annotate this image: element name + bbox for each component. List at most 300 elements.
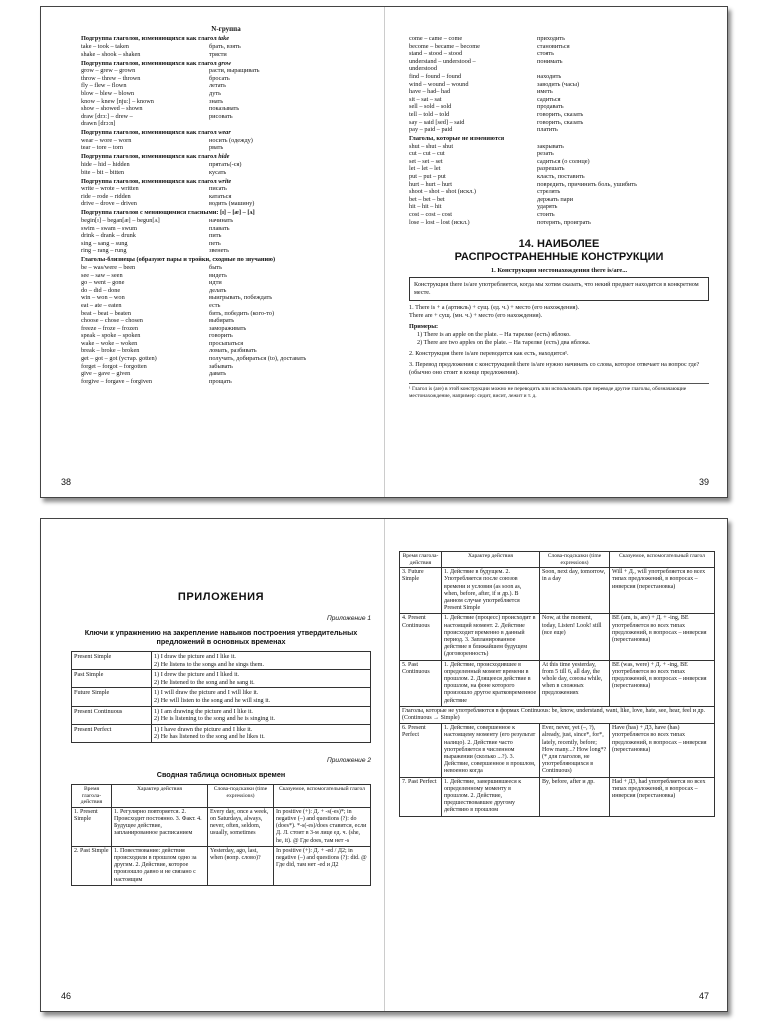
tense-row — [400, 777, 715, 816]
verb-forms: cut – cut – cut — [409, 150, 445, 158]
verb-forms: choose – chose – chosen — [81, 317, 143, 325]
verb-row — [81, 294, 371, 302]
subgroup-heading — [81, 153, 371, 161]
verb-translation: говорить — [209, 332, 233, 340]
verb-translation: знать — [209, 97, 224, 105]
verb-translation: рвать — [209, 144, 224, 152]
column-header: Сказуемое, вспомогательный глагол — [274, 784, 371, 807]
verb-translation: просыпаться — [209, 339, 244, 347]
key-tense: Present Simple — [72, 652, 152, 670]
verb-row — [409, 150, 709, 158]
appendix-2-heading: Сводная таблица основных времен — [156, 769, 286, 779]
verb-row — [409, 188, 709, 196]
tense-cell-c2: 1. Действие, завершившееся к определенному моменту в прошлом. 2. Действие, предшествовавшее другому действию в прошлом — [442, 777, 540, 816]
verb-translation: давать — [209, 370, 227, 378]
verb-forms: pay – paid – paid — [409, 126, 453, 134]
verb-forms: wind – wound – wound — [409, 80, 469, 88]
verb-forms: give – gave – given — [81, 370, 131, 378]
verb-row — [81, 161, 371, 169]
verb-row — [81, 90, 371, 98]
subgroup-heading-text: Подгруппа глаголов, изменяющихся как глагол — [81, 177, 219, 185]
subgroup-heading — [81, 209, 371, 217]
verb-row — [81, 144, 371, 152]
verb-forms: sit – sat – sat — [409, 95, 442, 103]
key-sentence-2: 2) He has listened to the song and he likes it. — [154, 733, 265, 741]
formula-1: 1. There is + a (артикль) + сущ. (ед. ч.) + место (его нахождения). — [409, 304, 580, 312]
book-spread-top — [40, 6, 728, 498]
tense-cell-c3: Every day, once a week, on Saturdays, always, never, often, seldom, usually, sometimes — [208, 807, 274, 846]
subgroup-model-verb: wear — [218, 129, 231, 137]
appendices — [71, 591, 371, 886]
verb-translation: дуть — [209, 89, 221, 97]
key-row — [72, 706, 371, 724]
key-tense: Present Continuous — [72, 706, 152, 724]
key-row — [72, 724, 371, 742]
key-sentences — [152, 670, 371, 688]
column-header: Время глагола-действия — [72, 784, 112, 807]
tense-cell-c2: 1. Повествование: действия происходили в прошлом одно за другим. 2. Действие, которое произошло давно и не связано с настоящим — [112, 846, 208, 885]
verb-forms: bite – bit – bitten — [81, 168, 125, 176]
verb-translation: замораживать — [209, 324, 247, 332]
verb-forms: tear – tore – torn — [81, 144, 123, 152]
verb-translation: садиться — [537, 95, 561, 103]
verb-row — [81, 232, 371, 240]
subgroup-heading — [81, 35, 371, 43]
verb-forms: forgive – forgave – forgiven — [81, 377, 152, 385]
verb-forms: draw [drɔ:] – drew – — [81, 112, 133, 120]
verb-row — [81, 185, 371, 193]
tense-cell-c3: Ever, never, yet (–, ?), already, just, since*, for*, lately, recently, before; How many...? How long*? (* для глаголов, не употребляющихся в Continuous) — [540, 724, 610, 777]
key-sentence-1: 1) I will draw the picture and I will like it. — [154, 689, 259, 697]
verb-forms: know – knew [nju:] – known — [81, 97, 154, 105]
column-header: Слова-подсказки (time expressions) — [540, 552, 610, 568]
verb-forms: wear – wore – worn — [81, 136, 132, 144]
tense-cell-c4: BE (am, is, are) + Д. + -ing, BE употребляется во всех типах предложений, в вопросах – инверсия (перестановка) — [610, 614, 715, 660]
verb-forms: freeze – froze – frozen — [81, 324, 138, 332]
book-spread-bottom — [40, 518, 728, 1012]
footnote: ¹ Глагол is (are) в этой конструкции можно не переводить или использовать при переводе другие глаголы, обозначающие местонахождение, например: сидит, висит, лежит и т. д. — [409, 383, 709, 400]
verb-row — [409, 81, 709, 89]
verb-forms: throw – threw – thrown — [81, 74, 141, 82]
verb-translation: носить (одежду) — [209, 136, 253, 144]
verb-row — [409, 58, 709, 66]
column-header: Характер действия — [112, 784, 208, 807]
verb-translation: пить — [209, 232, 222, 240]
continuous-exceptions-row — [400, 706, 715, 723]
verb-translation: говорить, сказать — [537, 118, 584, 126]
tense-row — [400, 568, 715, 614]
verb-translation: прощать — [209, 377, 232, 385]
verb-row — [409, 211, 709, 219]
verb-row — [81, 355, 371, 363]
verb-forms: have – had– had — [409, 88, 451, 96]
verb-row — [409, 126, 709, 134]
verb-translation: понимать — [537, 57, 563, 65]
verb-translation: класть, поставить — [537, 173, 585, 181]
verb-row — [81, 370, 371, 378]
verb-translation: плавать — [209, 224, 230, 232]
verb-forms: drive – drove – driven — [81, 200, 137, 208]
tense-cell-c1: 2. Past Simple — [72, 846, 112, 885]
verb-forms: stand – stood – stood — [409, 50, 463, 58]
subgroup-model-verb: grow — [218, 59, 232, 67]
tense-cell-c3: At this time yesterday, from 5 till 6, all day, the whole day, союзы while, when в сложных предложениях — [540, 660, 610, 706]
verb-translation: бить, победить (кого-то) — [209, 309, 275, 317]
tense-cell-c2: 1. Действие в будущем. 2. Употребляется после союзов времени и условия (as soon as, when, before, after, if и др.). В данном случае употребляется Present Simple — [442, 568, 540, 614]
verb-row — [409, 173, 709, 181]
verb-row — [81, 113, 371, 121]
verb-row — [409, 119, 709, 127]
verb-forms: see – saw – seen — [81, 271, 123, 279]
verb-row — [81, 120, 371, 128]
verb-row — [81, 51, 371, 59]
verb-translation: потерять, проиграть — [537, 218, 591, 226]
tenses-table-continued — [399, 551, 715, 817]
verb-forms: sing – sang – sung — [81, 239, 128, 247]
tense-cell-c1: 4. Present Continuous — [400, 614, 442, 660]
verb-forms: begin[ɪ] – began[æ] – begun[ʌ] — [81, 217, 160, 224]
tense-row — [400, 724, 715, 777]
key-sentences — [152, 706, 371, 724]
verb-row — [81, 105, 371, 113]
tense-cell-c4: In positive (+): Д. + -ed / Д2; in negative (–) and questions (?): did. @ Где did, там нет -ed и Д2 — [274, 846, 371, 885]
unchanged-verbs-heading: Глаголы, которые не изменяются — [409, 135, 505, 143]
appendices-title: ПРИЛОЖЕНИЯ — [177, 591, 265, 603]
verb-row — [81, 137, 371, 145]
verb-translation: приходить — [537, 35, 565, 42]
verb-translation: находить — [537, 72, 562, 80]
verb-row — [81, 264, 371, 272]
verb-row — [81, 340, 371, 348]
verb-translation: становиться — [537, 42, 570, 50]
verb-forms: blow – blew – blown — [81, 89, 135, 97]
verb-row — [409, 219, 709, 227]
verb-forms: put – put – put — [409, 173, 446, 181]
key-sentence-2: 2) He will listen to the song and he will sing it. — [154, 696, 271, 704]
tenses-summary-table — [71, 784, 371, 886]
verb-row — [409, 65, 709, 73]
verb-forms: shoot – shot – shot (искл.) — [409, 188, 476, 196]
verb-row — [81, 193, 371, 201]
verb-translation: ломать, разбивать — [209, 347, 257, 355]
verb-row — [81, 317, 371, 325]
verb-row — [81, 363, 371, 371]
page-47 — [385, 519, 729, 1011]
verb-translation: получать, добираться (to), доставать — [209, 355, 307, 363]
verb-row — [81, 240, 371, 248]
verb-row — [81, 217, 371, 225]
verb-translation: платить — [537, 126, 558, 134]
verb-forms: become – became – become — [409, 42, 480, 50]
verb-translation: показывать — [209, 105, 240, 113]
tense-cell-c3: Soon, next day, tomorrow, in a day — [540, 568, 610, 614]
verb-translation: трясти — [209, 50, 227, 58]
page-46 — [41, 519, 384, 1011]
subgroup-heading — [81, 60, 371, 68]
verb-forms: say – said [sed] – said — [409, 118, 465, 126]
key-row — [72, 688, 371, 706]
verb-row — [81, 302, 371, 310]
verb-row — [81, 347, 371, 355]
answer-keys-table — [71, 651, 371, 743]
verb-translation: делать — [209, 286, 227, 294]
verb-forms: let – let – let — [409, 165, 441, 173]
verb-row — [409, 111, 709, 119]
verb-forms: tell – told – told — [409, 110, 450, 118]
tense-cell-c4: In positive (+): Д. + -s(-es)*; in negative (–) and questions (?): do (does*). *-s(-es)/does ставится, если Д. Л. стоит в 3-м лице ед. ч. (she, he, it). @ Где does, там нет -s — [274, 807, 371, 846]
verb-row — [81, 272, 371, 280]
column-header: Характер действия — [442, 552, 540, 568]
page-38 — [41, 7, 384, 497]
verb-translation: продавать — [537, 103, 564, 111]
verb-forms: hit – hit – hit — [409, 203, 442, 211]
examples-label: Примеры: — [409, 323, 439, 331]
page-number: 38 — [61, 477, 72, 487]
verb-translation: разрешать — [537, 165, 565, 173]
verb-forms: wake – woke – woken — [81, 339, 138, 347]
column-header: Слова-подсказки (time expressions) — [208, 784, 274, 807]
verb-forms: come – came – come — [409, 35, 463, 42]
key-sentence-1: 1) I have drawn the picture and I like it. — [154, 725, 253, 733]
verb-translation: прятать(-ся) — [209, 161, 242, 169]
key-sentence-2: 2) He listened to the song and he sang it. — [154, 678, 255, 686]
verb-row — [81, 67, 371, 75]
verb-forms: go – went – gone — [81, 279, 125, 287]
verb-forms: take – took – taken — [81, 42, 129, 50]
verb-row — [81, 200, 371, 208]
page-number: 46 — [61, 991, 72, 1001]
verb-row — [409, 103, 709, 111]
continuous-exceptions-note: Глаголы, которые не употребляются в формах Continuous: be, know, understand, want, like, love, hate, see, hear, feel и др. (Continuous → Simple) — [400, 706, 715, 723]
rule-2: 2. Конструкция there is/are переводится как есть, находится¹. — [409, 350, 569, 358]
tense-cell-c1: 5. Past Continuous — [400, 660, 442, 706]
verb-forms: swim – swam – swum — [81, 224, 137, 232]
tense-cell-c2: 1. Действие, происходившее в определенный момент времени в прошлом. 2. Длящееся действие в прошлом, на фоне которого произошло другое кратковременное действие — [442, 660, 540, 706]
subgroup-heading — [81, 256, 371, 264]
verb-list-continued — [409, 35, 709, 134]
verb-row — [409, 158, 709, 166]
rule-box: Конструкция there is/are употребляется, когда мы хотим сказать, что некий предмет находится в конкретном месте. — [409, 277, 709, 301]
tense-row — [72, 846, 371, 885]
verb-row — [81, 82, 371, 90]
verb-forms: do – did – done — [81, 286, 121, 294]
verb-row — [409, 35, 709, 43]
tense-cell-c4: Have (has) + Д3, have (has) употребляется во всех типах предложений, в вопросах – инверсия (перестановка) — [610, 724, 715, 777]
section-title-line-2: РАСПРОСТРАНЕННЫЕ КОНСТРУКЦИИ — [454, 251, 664, 264]
appendix-1-label: Приложение 1 — [326, 615, 371, 622]
verb-forms: write – wrote – written — [81, 185, 139, 193]
verb-forms: bet – bet – bet — [409, 195, 445, 203]
verb-translation: рисовать — [209, 112, 233, 120]
page-number: 47 — [698, 991, 709, 1001]
verb-forms: win – won – won — [81, 294, 125, 302]
verb-row — [81, 332, 371, 340]
verb-forms: find – found – found — [409, 72, 462, 80]
subgroup-heading-text: Подгруппа глаголов, изменяющихся как глагол — [81, 35, 219, 43]
verb-translation: расти, выращивать — [209, 67, 260, 75]
tense-cell-c3: Yesterday, ago, last, when (вопр. слово)? — [208, 846, 274, 885]
tense-cell-c1: 6. Present Perfect — [400, 724, 442, 777]
verb-translation: быть — [209, 263, 223, 271]
tense-cell-c2: 1. Действие, совершенное к настоящему моменту (его результат налицо). 2. Действие часто употребляется в численном выражении (сколько ...?). 3. Действие, совершенное в прошлом, невоенно когда — [442, 724, 540, 777]
verb-forms: ride – rode – ridden — [81, 192, 131, 200]
subgroup-heading-text: Подгруппа глаголов, изменяющихся как глагол — [81, 153, 219, 161]
irregular-verbs-n-group — [81, 25, 371, 385]
verb-translation: садиться (о солнце) — [537, 157, 590, 165]
column-header: Сказуемое, вспомогательный глагол — [610, 552, 715, 568]
verb-translation: летать — [209, 82, 227, 90]
subgroup-heading-text: Подгруппа глаголов с меняющимися гласными: [ɪ] – [æ] – [ʌ] — [81, 209, 255, 217]
verbs-and-constructions — [409, 35, 709, 400]
verb-translation: писать — [209, 185, 227, 193]
appendix-1-heading: Ключи к упражнению на закрепление навыков построения утвердительных предложений в основных временах — [84, 628, 358, 646]
key-sentence-1: 1) I draw the picture and I like it. — [154, 653, 236, 660]
key-sentence-2: 2) He is listening to the song and he is singing it. — [154, 715, 275, 723]
key-tense: Present Perfect — [72, 724, 152, 742]
tense-cell-c2: 1. Регулярно повторяется. 2. Происходит постоянно. 3. Факт. 4. Будущее действие, запланированное расписанием — [112, 807, 208, 846]
verb-translation: резать — [537, 150, 554, 158]
verb-row — [409, 88, 709, 96]
verb-row — [81, 378, 371, 386]
verb-row — [81, 247, 371, 255]
verb-row — [81, 43, 371, 51]
verb-translation: держать пари — [537, 195, 574, 203]
verb-translation: ударять — [537, 203, 558, 211]
verb-forms: understand – understood – — [409, 57, 476, 65]
verb-translation: стрелять — [537, 188, 561, 196]
verb-forms: ring – rang – rung — [81, 247, 127, 255]
tenses-summary-table-continued — [399, 551, 715, 817]
verb-translation: иметь — [537, 88, 553, 96]
key-sentences — [152, 688, 371, 706]
verb-row — [81, 169, 371, 177]
verb-forms: shut – shut – shut — [409, 142, 454, 150]
tense-cell-c4: Had + Д3, had употребляется во всех типах предложений, в вопросах – инверсия (перестановка) — [610, 777, 715, 816]
subgroup-model-verb: hide — [218, 153, 230, 161]
key-sentence-1: 1) I am drawing the picture and I like it. — [154, 707, 253, 715]
example-2: 2) There are two apples on the plate. – На тарелке (есть) два яблока. — [417, 339, 591, 347]
tense-cell-c3: By, before, after и др. — [540, 777, 610, 816]
tense-row — [400, 614, 715, 660]
verb-row — [81, 325, 371, 333]
subgroup-heading — [81, 178, 371, 186]
key-row — [72, 670, 371, 688]
tense-cell-c1: 1. Present Simple — [72, 807, 112, 846]
tense-cell-c1: 3. Future Simple — [400, 568, 442, 614]
verb-row — [409, 50, 709, 58]
verb-forms: drink – drank – drunk — [81, 232, 136, 240]
verb-forms: hurt – hurt – hurt — [409, 180, 453, 188]
appendix-2-label: Приложение 2 — [326, 756, 371, 764]
verb-forms: hide – hid – hidden — [81, 161, 130, 169]
verb-translation: стоять — [537, 50, 555, 58]
verb-translation: идти — [209, 279, 222, 287]
verb-row — [409, 73, 709, 81]
verb-translation — [209, 120, 371, 128]
section-title-line-1: 14. НАИБОЛЕЕ — [518, 238, 600, 251]
formula-2: There are + сущ. (мн. ч.) + место (его нахождения). — [409, 312, 543, 320]
verb-row — [409, 203, 709, 211]
key-sentence-1: 1) I drew the picture and I liked it. — [154, 671, 240, 679]
verb-translation: выигрывать, побеждать — [209, 294, 273, 302]
verb-forms: get – got – got (устар. gotten) — [81, 355, 157, 363]
verb-row — [409, 96, 709, 104]
verb-row — [81, 98, 371, 106]
key-sentence-2: 2) He listens to the songs and he sings them. — [154, 660, 264, 668]
subgroup-heading — [81, 129, 371, 137]
verb-row — [409, 143, 709, 151]
verb-row — [81, 287, 371, 295]
verb-translation: кусать — [209, 168, 227, 176]
verb-forms: cost – cost – cost — [409, 211, 453, 219]
verb-forms: fly – flew – flown — [81, 82, 127, 90]
rule-3: 3. Перевод предложения с конструкцией there is/are нужно начинать со слова, которое отвечает на вопрос где? (обычно оно стоит в конце предложения). — [409, 361, 700, 377]
tense-row — [72, 807, 371, 846]
subgroup-heading-text: Глаголы-близнецы (образуют пары и тройки, сходные по звучанию) — [81, 256, 276, 264]
verb-translation: заводить (часы) — [537, 80, 580, 88]
verb-forms: speak – spoke – spoken — [81, 332, 141, 340]
verb-translation: стоить — [537, 211, 555, 219]
verb-translation: повредить, причинить боль, ушибить — [537, 180, 638, 188]
subgroup-model-verb: write — [218, 177, 232, 185]
verb-translation — [537, 65, 709, 73]
tense-cell-c1: 7. Past Perfect — [400, 777, 442, 816]
column-header: Время глагола-действия — [400, 552, 442, 568]
verb-forms: lose – lost – lost (искл.) — [409, 218, 470, 226]
verb-translation: говорить, сказать — [537, 110, 584, 118]
verb-translation: есть — [209, 301, 221, 309]
verb-row — [409, 181, 709, 189]
verb-forms: grow – grew – grown — [81, 67, 136, 75]
key-row — [72, 652, 371, 670]
verb-forms: set – set – set — [409, 157, 443, 165]
section-14 — [409, 238, 709, 400]
key-tense: Past Simple — [72, 670, 152, 688]
unchanged-verb-list — [409, 143, 709, 227]
verb-forms: sell – sold – sold — [409, 103, 452, 111]
verb-translation: бросать — [209, 74, 230, 82]
verb-translation: звенеть — [209, 247, 230, 255]
verb-translation: петь — [209, 239, 221, 247]
subgroup-heading-text: Подгруппа глаголов, изменяющихся как глагол — [81, 59, 219, 67]
tense-row — [400, 660, 715, 706]
verb-translation: выбирать — [209, 317, 235, 325]
verb-translation: видеть — [209, 271, 227, 279]
verb-row — [409, 43, 709, 51]
example-1: 1) There is an apple on the plate. – На тарелке (есть) яблоко. — [417, 331, 571, 339]
verb-translation: начинать — [209, 217, 234, 224]
group-title: N-группа — [211, 25, 241, 33]
tense-cell-c4: Will + Д., will употребляется во всех типах предложений, в вопросах – инверсия (перестановка) — [610, 568, 715, 614]
verb-forms: drawn [drɔ:n] — [81, 120, 116, 128]
verb-forms: beat – beat – beaten — [81, 309, 131, 317]
verb-forms: understood — [409, 65, 437, 73]
verb-row — [81, 279, 371, 287]
key-sentences — [152, 724, 371, 742]
verb-translation: водить (машину) — [209, 200, 255, 208]
verb-row — [409, 165, 709, 173]
verb-translation: брать, взять — [209, 42, 241, 50]
tense-cell-c3: Now, at the moment, today, Listen! Look! still (все еще) — [540, 614, 610, 660]
verb-row — [81, 75, 371, 83]
page-number: 39 — [698, 477, 709, 487]
verb-forms: show – showed – shown — [81, 105, 143, 113]
verb-translation: забывать — [209, 362, 233, 370]
subgroup-heading-text: Подгруппа глаголов, изменяющихся как глагол — [81, 129, 219, 137]
key-tense: Future Simple — [72, 688, 152, 706]
verb-row — [409, 196, 709, 204]
construction-subtitle: 1. Конструкция местонахождения there is/are... — [490, 267, 628, 275]
